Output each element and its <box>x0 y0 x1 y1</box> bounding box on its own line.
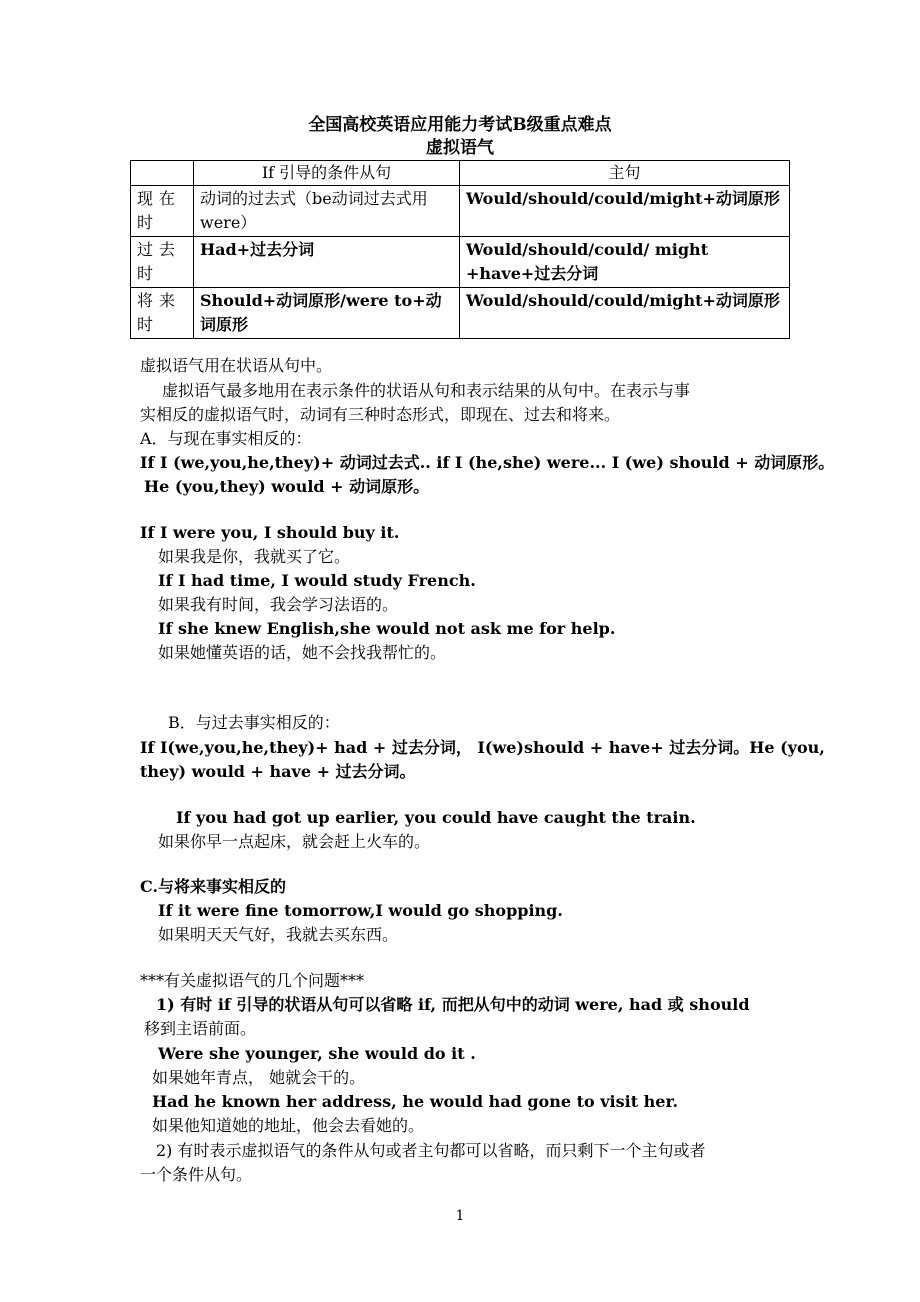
condition-cell: 动词的过去式（be动词过去式用were） <box>194 186 460 237</box>
section-heading-a: A．与现在事实相反的： <box>140 429 312 448</box>
example-zh: 如果明天天气好，我就去买东西。 <box>158 925 399 944</box>
paragraph-line: 实相反的虚拟语气时，动词有三种时态形式，即现在、过去和将来。 <box>140 405 621 424</box>
document-title: 全国高校英语应用能力考试B级重点难点 <box>308 115 612 135</box>
example-zh: 如果我有时间，我会学习法语的。 <box>158 595 399 614</box>
main-clause-cell: Would/should/could/ might +have+过去分词 <box>460 237 790 288</box>
example-en: Had he known her address, he would had gone to visit her. <box>152 1092 679 1111</box>
example-en: If you had got up earlier, you could have caught the train. <box>176 808 696 827</box>
paragraph-line: 虚拟语气最多地用在表示条件的状语从句和表示结果的从句中。在表示与事 <box>162 381 691 400</box>
example-zh: 如果他知道她的地址，他会去看她的。 <box>152 1116 425 1135</box>
example-en: Were she younger, she would do it . <box>158 1044 476 1063</box>
main-clause-cell: Would/should/could/might+动词原形 <box>460 288 790 339</box>
table-row <box>131 288 790 339</box>
rule-line: If I (we,you,he,they)+ 动词过去式.. if I (he,she) were... I (we) should + 动词原形。 <box>140 453 835 472</box>
example-en: If I had time, I would study French. <box>158 571 476 590</box>
issues-heading: ***有关虚拟语气的几个问题*** <box>140 971 365 990</box>
section-heading-b: B．与过去事实相反的： <box>168 713 340 732</box>
example-en: If she knew English,she would not ask me for help. <box>158 619 616 638</box>
page-number: 1 <box>455 1208 465 1224</box>
example-zh: 如果我是你，我就买了它。 <box>158 547 351 566</box>
table-header-cell <box>131 161 194 186</box>
issue-line: 2) 有时表示虚拟语气的条件从句或者主句都可以省略，而只剩下一个主句或者 <box>156 1141 706 1160</box>
example-zh: 如果你早一点起床，就会赶上火车的。 <box>158 832 431 851</box>
tense-cell: 过去时 <box>131 237 194 288</box>
section-heading-c: C.与将来事实相反的 <box>140 877 287 896</box>
table-row <box>131 237 790 288</box>
table-header-cell: 主句 <box>460 161 790 186</box>
intro-line: 虚拟语气用在状语从句中。 <box>140 356 333 375</box>
tense-cell: 现在时 <box>131 186 194 237</box>
document-subtitle: 虚拟语气 <box>426 138 494 158</box>
issue-line: 一个条件从句。 <box>140 1165 253 1184</box>
table-header-cell: If 引导的条件从句 <box>194 161 460 186</box>
subjunctive-table <box>130 160 790 339</box>
rule-line: If I(we,you,he,they)+ had + 过去分词， I(we)should + have+ 过去分词。He (you, <box>140 738 825 757</box>
condition-cell: Had+过去分词 <box>194 237 460 288</box>
condition-cell: Should+动词原形/were to+动词原形 <box>194 288 460 339</box>
issue-line: 移到主语前面。 <box>144 1019 257 1038</box>
example-en: If it were fine tomorrow,I would go shopping. <box>158 901 563 920</box>
example-zh: 如果她懂英语的话，她不会找我帮忙的。 <box>158 643 447 662</box>
main-clause-cell: Would/should/could/might+动词原形 <box>460 186 790 237</box>
issue-line: 1) 有时 if 引导的状语从句可以省略 if, 而把从句中的动词 were, had 或 should <box>156 995 750 1014</box>
example-en: If I were you, I should buy it. <box>140 523 400 542</box>
rule-line: they) would + have + 过去分词。 <box>140 762 416 781</box>
table-header-row <box>131 161 790 186</box>
table-row <box>131 186 790 237</box>
example-zh: 如果她年青点， 她就会干的。 <box>152 1068 366 1087</box>
tense-cell: 将来时 <box>131 288 194 339</box>
rule-line: He (you,they) would + 动词原形。 <box>144 477 430 496</box>
